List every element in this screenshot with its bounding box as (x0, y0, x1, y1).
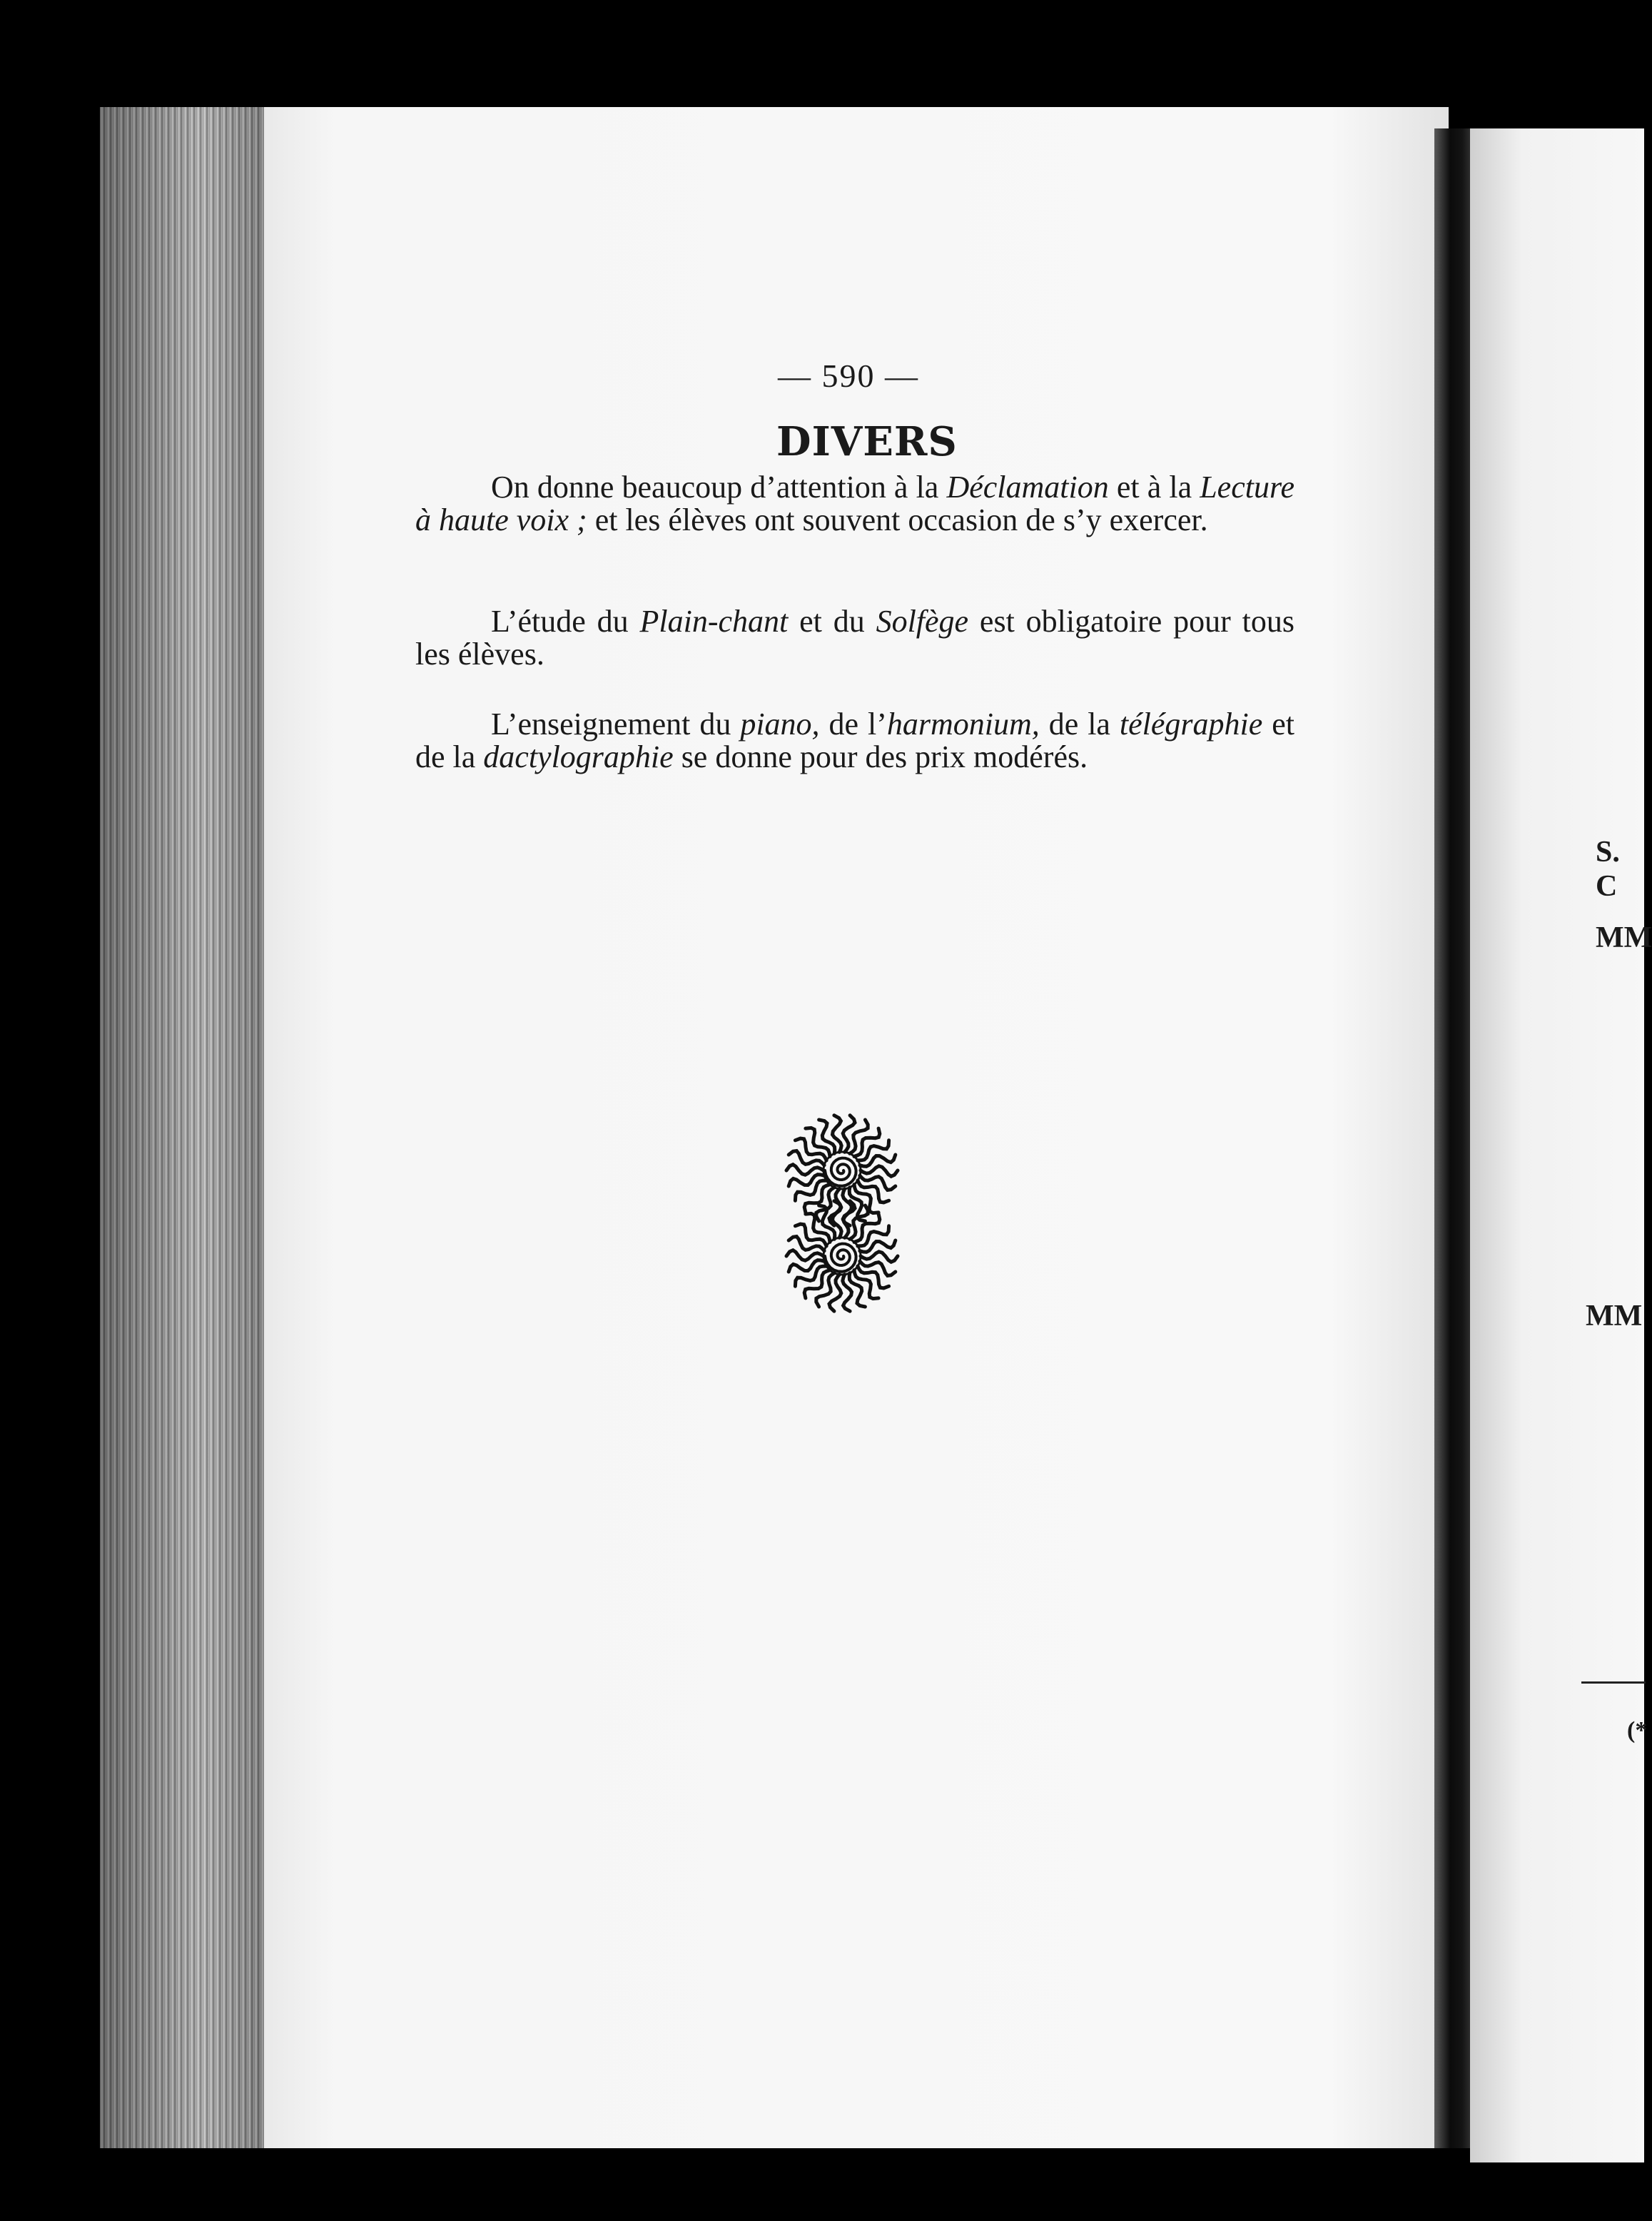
sun-spiral-ornament-icon (756, 1113, 928, 1327)
text-run: et du (788, 604, 876, 639)
page-number: — 590 — (778, 358, 919, 394)
italic-term: Solfège (876, 604, 969, 639)
italic-term: Plain-chant (639, 604, 789, 639)
book-page-edges (100, 107, 271, 2148)
text-run: On donne beaucoup d’attention à la (491, 470, 947, 505)
italic-term: piano, (740, 707, 820, 742)
text-run: et les élèves ont souvent occasion de s’y exercer. (587, 502, 1208, 537)
text-run: et de la (415, 707, 1294, 774)
text-run: et à la (1108, 470, 1200, 505)
text-run: L’enseignement du (491, 707, 741, 742)
text-run: de l’ (819, 707, 887, 742)
paragraph-instruments (415, 708, 1294, 774)
facing-fragment: S. C (1596, 836, 1620, 903)
text-run: L’étude du (491, 604, 640, 639)
book-gutter (1434, 128, 1474, 2148)
footnote-rule (1581, 1681, 1646, 1684)
facing-fragment: MM (1586, 1300, 1643, 1332)
facing-fragment: (* (1627, 1717, 1648, 1744)
text-run: se donne pour des prix modérés. (673, 739, 1088, 774)
text-run: de la (1039, 707, 1120, 742)
italic-term: Déclamation (946, 470, 1109, 505)
section-title: DIVERS (776, 418, 958, 465)
italic-term: Lecture à haute voix ; (415, 470, 1294, 537)
facing-fragment: MM (1596, 921, 1652, 954)
paragraph-declamation (415, 471, 1294, 537)
italic-term: harmonium, (886, 707, 1040, 742)
italic-term: télégraphie (1119, 707, 1263, 742)
italic-term: dactylographie (483, 739, 674, 774)
text-run: est obligatoire pour tous les élèves. (415, 604, 1294, 672)
paragraph-plain-chant (415, 605, 1294, 671)
facing-page (1470, 128, 1652, 2162)
